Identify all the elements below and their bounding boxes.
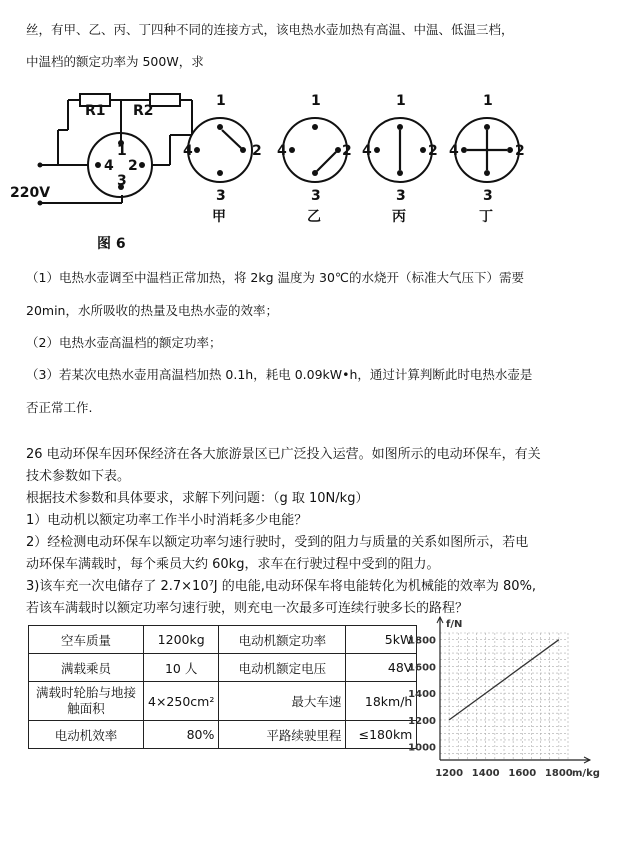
svg-text:4: 4 bbox=[449, 143, 459, 159]
table-row: 满载乘员 10 人 电动机额定电压 48V bbox=[29, 654, 417, 682]
svg-text:4: 4 bbox=[104, 158, 114, 174]
q26-line5: 2）经检测电动环保车以额定功率匀速行驶时，受到的阻力与质量的关系如图所示，若电 bbox=[26, 535, 529, 550]
svg-text:1: 1 bbox=[216, 93, 226, 109]
y-tick-label: 1600 bbox=[408, 662, 436, 674]
svg-text:2: 2 bbox=[515, 143, 525, 159]
q26-line3: 根据技术参数和具体要求，求解下列问题：（g 取 10N/kg） bbox=[26, 491, 369, 506]
x-tick-label: 1800 bbox=[544, 768, 573, 779]
q26-line4: 1）电动机以额定功率工作半小时消耗多少电能？ bbox=[26, 513, 308, 528]
resistor-r1-label: R1 bbox=[85, 103, 106, 119]
q25-part1-line2: 20min，水所吸收的热量及电热水壶的效率； bbox=[26, 303, 278, 318]
q25-part3-line1: （3）若某次电热水壶用高温档加热 0.1h，耗电 0.09kW•h，通过计算判断此时电热水壶是 bbox=[26, 367, 533, 382]
dial-label-yi: 乙 bbox=[307, 209, 321, 225]
y-tick-label: 1000 bbox=[408, 742, 436, 754]
q26-line2: 技术参数如下表。 bbox=[26, 469, 131, 484]
x-tick-label: 1200 bbox=[435, 768, 464, 779]
svg-text:3: 3 bbox=[311, 188, 321, 204]
resistor-r2-label: R2 bbox=[133, 103, 154, 119]
figure-6-circuit-diagrams bbox=[0, 85, 621, 260]
svg-text:4: 4 bbox=[362, 143, 372, 159]
svg-text:2: 2 bbox=[342, 143, 352, 159]
figure-caption: 图 6 bbox=[97, 236, 126, 252]
dial-label-jia: 甲 bbox=[212, 209, 226, 225]
y-axis-label: f/N bbox=[446, 619, 463, 630]
svg-text:1: 1 bbox=[396, 93, 406, 109]
y-tick-label: 1200 bbox=[408, 715, 436, 727]
voltage-label: 220V bbox=[10, 185, 51, 201]
y-tick-label: 1800 bbox=[408, 635, 436, 647]
q25-intro-line1: 丝，有甲、乙、丙、丁四种不同的连接方式，该电热水壶加热有高温、中温、低温三档， bbox=[26, 22, 514, 37]
svg-text:3: 3 bbox=[483, 188, 493, 204]
y-tick-label: 1400 bbox=[408, 689, 436, 701]
svg-text:1: 1 bbox=[117, 143, 127, 159]
table-row: 空车质量 1200kg 电动机额定功率 5kW bbox=[29, 626, 417, 654]
force-mass-chart bbox=[398, 615, 616, 785]
svg-text:3: 3 bbox=[117, 173, 127, 189]
svg-text:4: 4 bbox=[183, 143, 193, 159]
x-tick-label: 1600 bbox=[508, 768, 537, 779]
dial-label-bing: 丙 bbox=[392, 209, 406, 225]
table-row: 电动机效率 80% 平路续驶里程 ≤180km bbox=[29, 721, 417, 749]
spec-table bbox=[28, 625, 417, 749]
q25-part2: （2）电热水壶高温档的额定功率； bbox=[26, 335, 222, 350]
svg-text:3: 3 bbox=[396, 188, 406, 204]
x-tick-label: 1400 bbox=[471, 768, 500, 779]
table-row: 满载时轮胎与地接触面积 4×250cm² 最大车速 18km/h bbox=[29, 682, 417, 721]
svg-text:2: 2 bbox=[252, 143, 262, 159]
q25-intro-line2: 中温档的额定功率为 500W，求 bbox=[26, 54, 204, 69]
svg-text:1: 1 bbox=[483, 93, 493, 109]
q26-line7: 3)该车充一次电储存了 2.7×10⁷J 的电能,电动环保车将电能转化为机械能的效率为 80%, bbox=[26, 579, 537, 594]
q26-line1: 26 电动环保车因环保经济在各大旅游景区已广泛投入运营。如图所示的电动环保车，有关 bbox=[26, 447, 541, 462]
q26-line8: 若该车满载时以额定功率匀速行驶，则充电一次最多可连续行驶多长的路程？ bbox=[26, 601, 469, 616]
q25-part1-line1: （1）电热水壶调至中温档正常加热，将 2kg 温度为 30℃的水烧开（标准大气压下）需要 bbox=[26, 270, 524, 285]
svg-text:4: 4 bbox=[277, 143, 287, 159]
dial-label-ding: 丁 bbox=[479, 209, 493, 225]
svg-text:1: 1 bbox=[311, 93, 321, 109]
q25-part3-line2: 否正常工作. bbox=[26, 400, 93, 415]
svg-text:2: 2 bbox=[428, 143, 438, 159]
svg-text:3: 3 bbox=[216, 188, 226, 204]
svg-text:2: 2 bbox=[128, 158, 138, 174]
q26-line6: 动环保车满载时，每个乘员大约 60kg，求车在行驶过程中受到的阻力。 bbox=[26, 557, 440, 572]
x-axis-label: m/kg bbox=[572, 768, 600, 779]
